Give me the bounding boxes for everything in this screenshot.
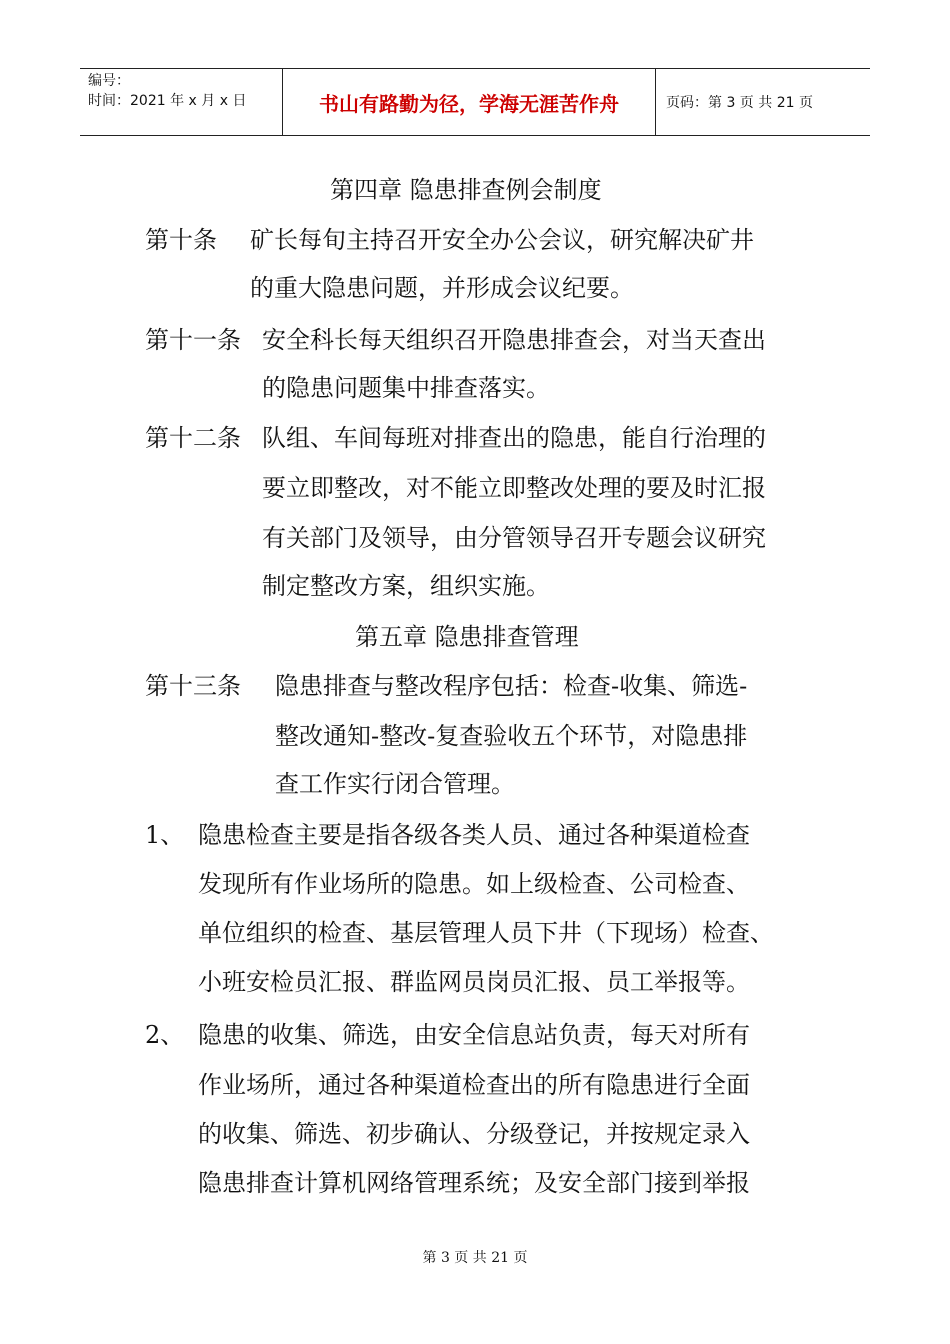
article-10-line: 矿长每旬主持召开安全办公会议，研究解决矿井 <box>250 226 754 254</box>
document-number-label: 编号： <box>88 73 130 89</box>
article-10-label: 第十条 <box>145 226 217 254</box>
article-13-line: 整改通知-整改-复查验收五个环节，对隐患排 <box>275 722 748 750</box>
page-header <box>80 68 870 136</box>
article-10-line: 的重大隐患问题，并形成会议纪要。 <box>250 274 634 302</box>
header-meta <box>80 69 282 135</box>
header-page-info-cell <box>656 69 870 135</box>
chapter-4-title: 第四章 隐患排查例会制度 <box>330 176 602 204</box>
chapter-5-title: 第五章 隐患排查管理 <box>355 623 579 651</box>
article-11-label: 第十一条 <box>145 326 241 354</box>
item-1-line: 发现所有作业场所的隐患。如上级检查、公司检查、 <box>198 870 750 898</box>
item-1-line: 小班安检员汇报、群监网员岗员汇报、员工举报等。 <box>198 968 750 996</box>
article-12-line: 队组、车间每班对排查出的隐患，能自行治理的 <box>262 424 766 452</box>
header-motto: 书山有路勤为径，学海无涯苦作舟 <box>319 91 619 116</box>
article-12-line: 制定整改方案，组织实施。 <box>262 572 550 600</box>
article-12-label: 第十二条 <box>145 424 241 452</box>
article-12-line: 有关部门及领导，由分管领导召开专题会议研究 <box>262 524 766 552</box>
article-11-line: 的隐患问题集中排查落实。 <box>262 374 550 402</box>
item-1-line: 隐患检查主要是指各级各类人员、通过各种渠道检查 <box>198 821 750 849</box>
item-2-line: 隐患排查计算机网络管理系统；及安全部门接到举报 <box>198 1169 750 1197</box>
article-13-line: 查工作实行闭合管理。 <box>275 770 515 798</box>
article-12-line: 要立即整改，对不能立即整改处理的要及时汇报 <box>262 474 766 502</box>
document-date: 时间：2021 年 x 月 x 日 <box>88 93 247 109</box>
article-13-label: 第十三条 <box>145 672 241 700</box>
item-1-line: 单位组织的检查、基层管理人员下井（下现场）检查、 <box>198 919 774 947</box>
item-2-line: 隐患的收集、筛选，由安全信息站负责，每天对所有 <box>198 1021 750 1049</box>
article-11-line: 安全科长每天组织召开隐患排查会，对当天查出 <box>262 326 766 354</box>
item-2-line: 作业场所，通过各种渠道检查出的所有隐患进行全面 <box>198 1071 750 1099</box>
page-footer: 第 3 页 共 21 页 <box>422 1250 528 1266</box>
header-page-info: 页码：第 3 页 共 21 页 <box>666 95 813 111</box>
header-motto-cell <box>282 69 656 135</box>
item-2-line: 的收集、筛选、初步确认、分级登记，并按规定录入 <box>198 1120 750 1148</box>
article-13-line: 隐患排查与整改程序包括：检查-收集、筛选- <box>275 672 748 700</box>
item-2-label: 2、 <box>145 1021 185 1049</box>
item-1-label: 1、 <box>145 821 185 849</box>
